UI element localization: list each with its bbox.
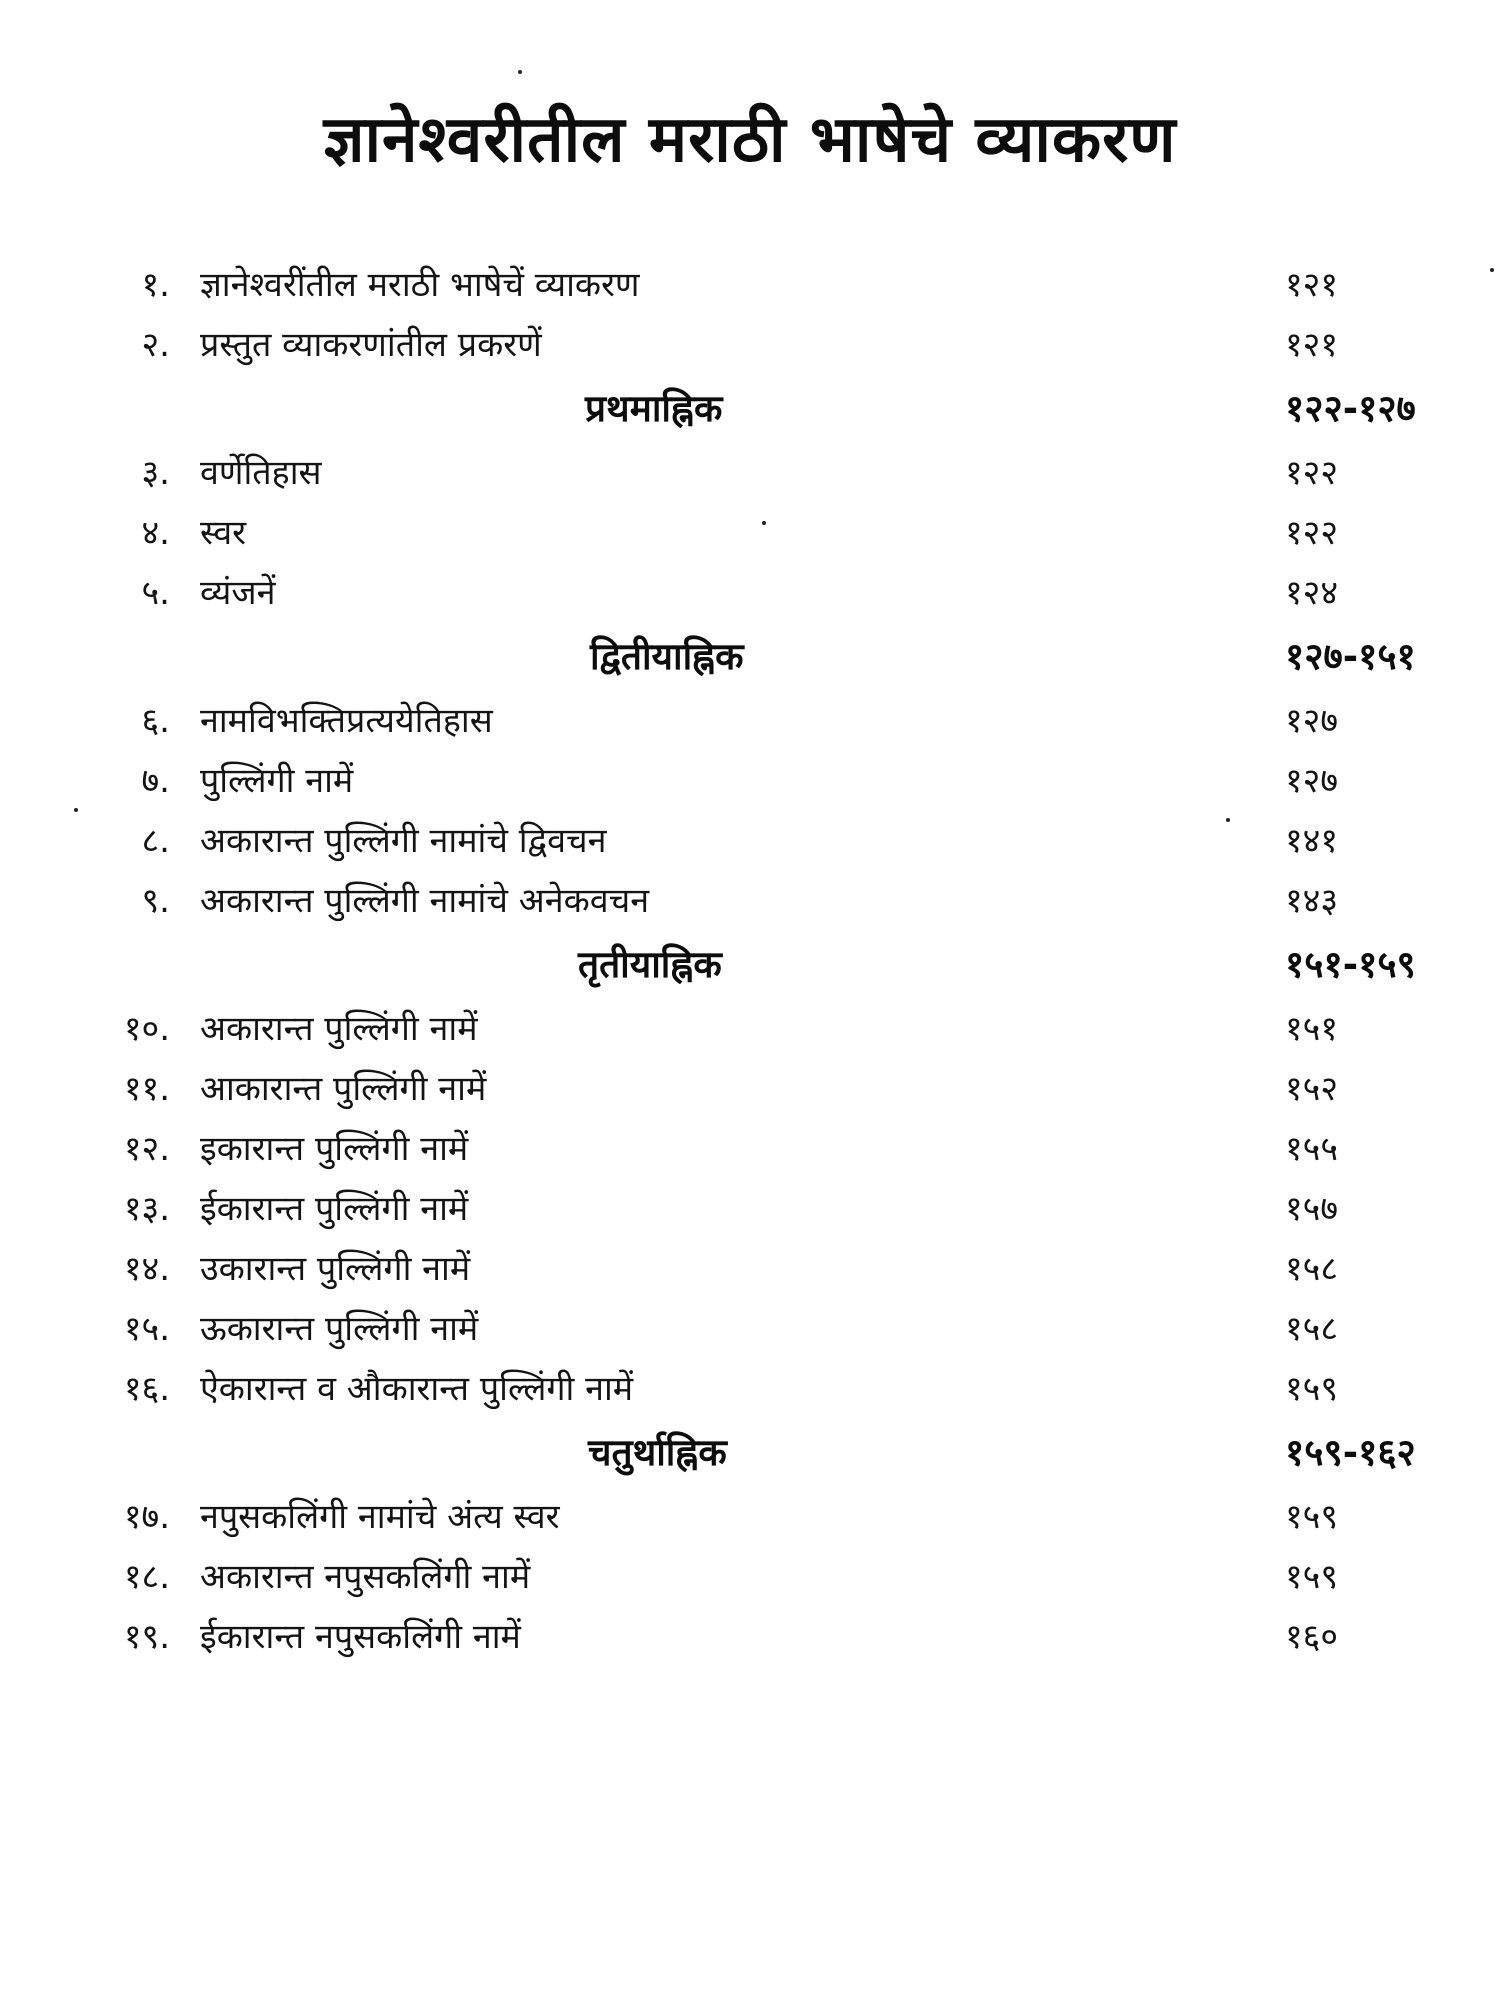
toc-entry bbox=[0, 999, 1500, 1059]
entry-page: १४१ bbox=[1285, 821, 1339, 861]
section-page-range: १५९-१६२ bbox=[1285, 1431, 1416, 1474]
entry-label: वर्णेतिहास bbox=[200, 453, 322, 493]
entry-label: ईकारान्त पुल्लिंगी नामें bbox=[200, 1189, 469, 1229]
entry-label: पुल्लिंगी नामें bbox=[200, 761, 354, 801]
entry-number: १०. bbox=[123, 1009, 170, 1049]
scan-speck bbox=[1226, 818, 1230, 822]
entry-number: ३. bbox=[141, 453, 170, 493]
entry-number: २. bbox=[141, 325, 170, 365]
section-heading bbox=[0, 931, 1500, 999]
entry-page: १४३ bbox=[1285, 881, 1339, 921]
toc-entry bbox=[0, 1359, 1500, 1419]
entry-label: नामविभक्तिप्रत्ययेतिहास bbox=[200, 701, 493, 741]
entry-number: ८. bbox=[141, 821, 170, 861]
section-heading bbox=[0, 375, 1500, 443]
toc-entry bbox=[0, 811, 1500, 871]
entry-page: १२२ bbox=[1285, 513, 1339, 553]
entry-page: १५२ bbox=[1285, 1069, 1339, 1109]
section-page-range: १५१-१५९ bbox=[1285, 943, 1416, 986]
section-heading bbox=[0, 623, 1500, 691]
entry-label: अकारान्त पुल्लिंगी नामांचे द्विवचन bbox=[200, 821, 607, 861]
entry-label: नपुसकलिंगी नामांचे अंत्य स्वर bbox=[200, 1497, 560, 1537]
entry-label: ज्ञानेश्वरींतील मराठी भाषेचें व्याकरण bbox=[200, 265, 640, 305]
scan-speck bbox=[74, 808, 78, 812]
entry-label: इकारान्त पुल्लिंगी नामें bbox=[200, 1129, 469, 1169]
entry-number: १३. bbox=[123, 1189, 170, 1229]
entry-label: उकारान्त पुल्लिंगी नामें bbox=[200, 1249, 471, 1289]
entry-page: १२२ bbox=[1285, 453, 1339, 493]
toc-entry bbox=[0, 315, 1500, 375]
entry-page: १२१ bbox=[1285, 325, 1339, 365]
entry-label: स्वर bbox=[200, 513, 247, 553]
entry-number: १४. bbox=[123, 1249, 170, 1289]
entry-label: अकारान्त नपुसकलिंगी नामें bbox=[200, 1557, 531, 1597]
scan-speck bbox=[518, 70, 522, 74]
entry-page: १५९ bbox=[1285, 1497, 1339, 1537]
toc-entry bbox=[0, 1299, 1500, 1359]
toc-entry bbox=[0, 691, 1500, 751]
toc-entry bbox=[0, 255, 1500, 315]
entry-page: १२१ bbox=[1285, 265, 1339, 305]
toc-entry bbox=[0, 871, 1500, 931]
table-of-contents bbox=[0, 255, 1500, 1667]
scan-speck bbox=[1490, 268, 1494, 272]
entry-page: १५९ bbox=[1285, 1557, 1339, 1597]
entry-page: १५५ bbox=[1285, 1129, 1339, 1169]
toc-entry bbox=[0, 1059, 1500, 1119]
entry-number: १७. bbox=[123, 1497, 170, 1537]
entry-number: ५. bbox=[141, 573, 170, 613]
entry-number: ७. bbox=[141, 761, 170, 801]
entry-label: प्रस्तुत व्याकरणांतील प्रकरणें bbox=[200, 325, 542, 365]
section-page-range: १२२-१२७ bbox=[1285, 387, 1416, 430]
section-page-range: १२७-१५१ bbox=[1285, 635, 1416, 678]
toc-entry bbox=[0, 1487, 1500, 1547]
entry-number: ९. bbox=[141, 881, 170, 921]
entry-label: ऊकारान्त पुल्लिंगी नामें bbox=[200, 1309, 479, 1349]
entry-page: १२७ bbox=[1285, 761, 1339, 801]
entry-label: अकारान्त पुल्लिंगी नामें bbox=[200, 1009, 478, 1049]
entry-page: १५९ bbox=[1285, 1369, 1339, 1409]
entry-page: १२४ bbox=[1285, 573, 1339, 613]
toc-entry bbox=[0, 443, 1500, 503]
entry-number: ११. bbox=[123, 1069, 170, 1109]
toc-entry bbox=[0, 1547, 1500, 1607]
page-title: ज्ञानेश्वरीतील मराठी भाषेचे व्याकरण bbox=[323, 103, 1177, 177]
toc-entry bbox=[0, 751, 1500, 811]
entry-label: आकारान्त पुल्लिंगी नामें bbox=[200, 1069, 487, 1109]
toc-entry bbox=[0, 1119, 1500, 1179]
section-title: चतुर्थाह्निक bbox=[588, 1431, 727, 1474]
section-title: द्वितीयाह्निक bbox=[590, 635, 744, 678]
entry-number: ६. bbox=[141, 701, 170, 741]
entry-page: १५१ bbox=[1285, 1009, 1339, 1049]
entry-page: १५७ bbox=[1285, 1189, 1339, 1229]
entry-number: १८. bbox=[123, 1557, 170, 1597]
entry-label: अकारान्त पुल्लिंगी नामांचे अनेकवचन bbox=[200, 881, 650, 921]
toc-entry bbox=[0, 503, 1500, 563]
entry-number: १२. bbox=[123, 1129, 170, 1169]
toc-entry bbox=[0, 1239, 1500, 1299]
entry-number: ४. bbox=[141, 513, 170, 553]
entry-page: १५८ bbox=[1285, 1309, 1339, 1349]
toc-entry bbox=[0, 1179, 1500, 1239]
entry-number: १९. bbox=[123, 1617, 170, 1657]
entry-label: ऐकारान्त व औकारान्त पुल्लिंगी नामें bbox=[200, 1369, 634, 1409]
section-title: प्रथमाह्निक bbox=[585, 387, 723, 430]
entry-label: व्यंजनें bbox=[200, 573, 276, 613]
entry-number: १. bbox=[141, 265, 170, 305]
toc-entry bbox=[0, 563, 1500, 623]
scan-speck bbox=[762, 521, 766, 525]
entry-page: १५८ bbox=[1285, 1249, 1339, 1289]
entry-number: १६. bbox=[123, 1369, 170, 1409]
entry-label: ईकारान्त नपुसकलिंगी नामें bbox=[200, 1617, 521, 1657]
toc-entry bbox=[0, 1607, 1500, 1667]
entry-page: १२७ bbox=[1285, 701, 1339, 741]
section-heading bbox=[0, 1419, 1500, 1487]
entry-number: १५. bbox=[123, 1309, 170, 1349]
section-title: तृतीयाह्निक bbox=[578, 943, 722, 986]
entry-page: १६० bbox=[1285, 1617, 1339, 1657]
